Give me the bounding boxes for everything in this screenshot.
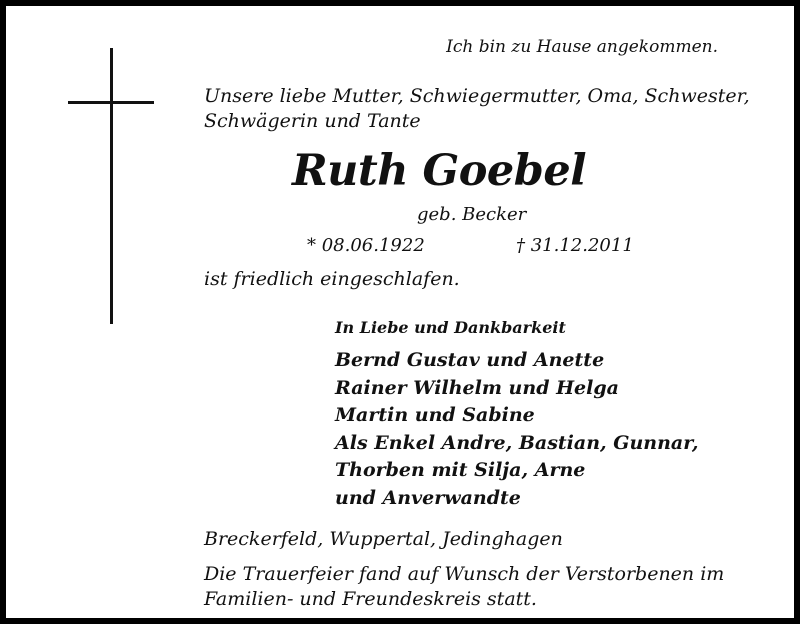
intro-text: Unsere liebe Mutter, Schwiegermutter, Oma, Schwester, Schwägerin und Tante xyxy=(204,85,750,132)
family-line: Martin und Sabine xyxy=(335,404,535,426)
deceased-name: Ruth Goebel xyxy=(291,146,587,196)
death-date: † 31.12.2011 xyxy=(516,235,634,256)
family-line: Thorben mit Silja, Arne xyxy=(335,459,586,481)
maiden-name: geb. Becker xyxy=(417,204,527,225)
birth-date: * 08.06.1922 xyxy=(307,235,425,256)
places: Breckerfeld, Wuppertal, Jedinghagen xyxy=(204,528,563,550)
passing-text: ist friedlich eingeschlafen. xyxy=(204,268,460,290)
family-line: und Anverwandte xyxy=(335,486,521,509)
gratitude-heading: In Liebe und Dankbarkeit xyxy=(335,318,566,337)
family-list xyxy=(335,347,698,512)
family-line: Bernd Gustav und Anette xyxy=(335,349,605,371)
family-line: Rainer Wilhelm und Helga xyxy=(335,376,619,399)
motto: Ich bin zu Hause angekommen. xyxy=(446,37,718,57)
family-line: Als Enkel Andre, Bastian, Gunnar, xyxy=(335,431,699,454)
cross-horizontal-bar xyxy=(68,101,154,104)
ceremony-note: Die Trauerfeier fand auf Wunsch der Verstorbenen im Familien- und Freundeskreis statt. xyxy=(204,563,725,610)
